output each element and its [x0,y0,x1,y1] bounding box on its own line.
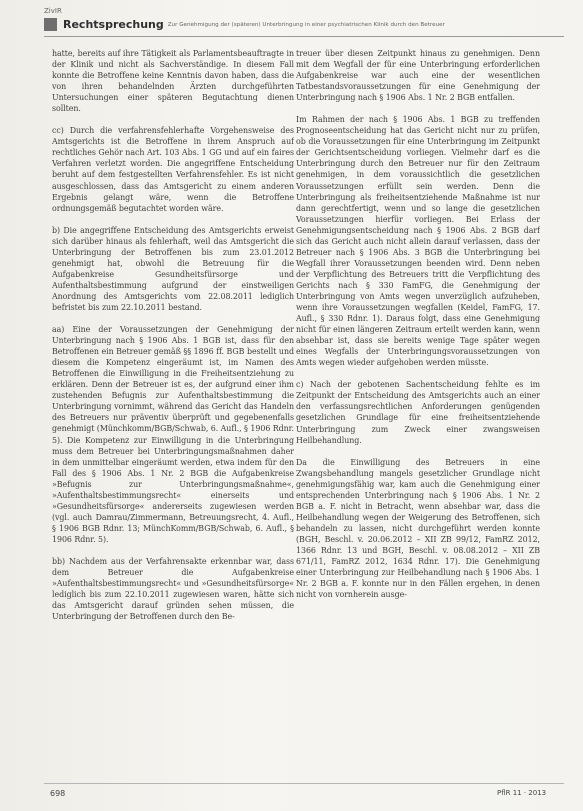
footer-rule [44,783,564,784]
journal-issue: PflR 11 · 2013 [497,789,547,797]
section-tag: ZivIR [44,7,62,15]
paragraph: Da die Einwilligung des Betreuers in eine Zwangsbehandlung mangels gesetzlicher Grundlage nicht genehmigungsfähig war, kam auch die Genehmigung einer entsprechenden Unterbringung nach § 1906 Abs. 1 Nr. 2 BGB a. F. nicht in Betracht, wenn absehbar war, dass die Heilbehandlung wegen der Weigerung des Betroffenen, sich behandeln zu lassen, nicht durchgeführt werden konnte (BGH, Beschl. v. 20.06.2012 – XII ZB 99/12, FamRZ 2012, 1366 Rdnr. 13 und BGH, Beschl. v. 08.08.2012 – XII ZB 671/11, FamRZ 2012, 1634 Rdnr. 17). Die Genehmigung einer Unterbringung zur Heilbehandlung nach § 1906 Abs. 1 Nr. 2 BGB a. F. konnte nur in den Fällen ergehen, in denen nicht von vornherein ausge- [296,457,540,600]
paragraph: c) Nach der gebotenen Sachentscheidung fehlte es im Zeitpunkt der Entscheidung des Amtsgerichts auch an einer den verfassungsrechtlichen Anforderungen genügenden gesetzlichen Grundlage für eine freiheitsentziehende Unterbringung zum Zweck einer zwangsweisen Heilbehandlung. [296,380,540,445]
header-subtitle: Zur Genehmigung der (späteren) Unterbringung in einer psychiatrischen Klinik durch den Betreuer [167,21,445,28]
paragraph: Im Rahmen der nach § 1906 Abs. 1 BGB zu treffenden Prognoseentscheidung hat das Gericht nicht nur zu prüfen, ob die Voraussetzungen für eine Unterbringung im Zeitpunkt der Gerichtsentscheidung vorliegen. Vielmehr darf es die Unterbringung durch den Betreuer nur für den Zeitraum genehmigen, in dem voraussichtlich die gesetzlichen Voraussetzungen erfüllt sein werden. Denn die Unterbringung als freiheitsentziehende Maßnahme ist nur dann gerechtfertigt, wenn und so lange die gesetzlichen Voraussetzungen hierfür vorliegen. Bei Erlass der Genehmigungsentscheidung nach § 1906 Abs. 2 BGB darf sich das Gericht auch nicht allein darauf verlassen, dass der Betreuer nach § 1906 Abs. 3 BGB die Unterbringung bei Wegfall ihrer Voraussetzungen beenden wird. Denn neben der Verpflichtung des Betreuers tritt die Verpflichtung des Gerichts nach § 330 FamFG, die Genehmigung der Unterbringung von Amts wegen unverzüglich aufzuheben, wenn ihre Voraussetzungen wegfallen (Keidel, FamFG, 17. Aufl., § 330 Rdnr. 1). Daraus folgt, dass eine Genehmigung nicht für einen längeren Zeitraum erteilt werden kann, wenn absehbar ist, dass sie bereits wenige Tage später wegen eines Wegfalls der Unterbringungsvoraussetzungen von Amts wegen wieder aufgehoben werden müsste. [296,115,540,368]
paragraph: treuer über diesen Zeitpunkt hinaus zu genehmigen. Denn mit dem Wegfall der für eine Unterbringung erforderlichen Aufgabenkreise war auch eine der wesentlichen Tatbestandsvoraussetzungen für eine Genehmigung der Unterbringung nach § 1906 Abs. 1 Nr. 2 BGB entfallen. [296,49,540,103]
running-header [44,16,564,33]
paragraph: bb) Nachdem aus der Verfahrensakte erkennbar war, dass dem Betreuer die Aufgabenkreise »Aufenthaltsbestimmungsrecht« und »Gesundheitsfürsorge« lediglich bis zum 22.10.2011 zugewiesen waren, hätte sich das Amtsgericht darauf gründen sehen müssen, die Unterbringung der Betroffenen durch den Be- [52,556,294,622]
header-square-icon [44,18,57,31]
left-column [52,48,294,783]
right-column [296,48,540,783]
page-number: 698 [50,789,66,798]
paragraph: aa) Eine der Voraussetzungen der Genehmigung der Unterbringung nach § 1906 Abs. 1 BGB ist, dass für den Betroffenen ein Betreuer gemäß §§ 1896 ff. BGB bestellt und diesem die Kompetenz eingeräumt ist, im Namen des Betroffenen die Einwilligung in die Freiheitsentziehung zu erklären. Denn der Betreuer ist es, der aufgrund einer ihm zustehenden Befugnis zur Aufenthaltsbestimmung die Unterbringung vornimmt, während das Gericht das Handeln des Betreuers nur präventiv überprüft und gegebenenfalls genehmigt (Münchkomm/BGB/Schwab, 6. Aufl., § 1906 Rdnr. 5). Die Kompetenz zur Einwilligung in die Unterbringung muss dem Betreuer bei Unterbringungsmaßnahmen daher in dem unmittelbar eingeräumt werden, etwa indem für den Fall des § 1906 Abs. 1 Nr. 2 BGB die Aufgabenkreise »Befugnis zur Unterbringungsmaßnahme«, »Aufenthaltsbestimmungsrecht« einerseits und »Gesundheitsfürsorge« andererseits zugewiesen werden (vgl. auch Damrau/Zimmermann, Betreuungsrecht, 4. Aufl., § 1906 BGB Rdnr. 13; MünchKomm/BGB/Schwab, 6. Aufl., § 1906 Rdnr. 5). [52,325,294,544]
paragraph: hatte, bereits auf ihre Tätigkeit als Parlamentsbeauftragte in der Klinik und nicht als Sachverständige. In diesem Fall konnte die Betroffene keine Kenntnis davon haben, dass die von ihren behandelnden Ärzten durchgeführten Untersuchungen einer späteren Begutachtung dienen sollten. [52,49,294,114]
header-title: Rechtsprechung [63,18,164,31]
header-rule [44,36,564,37]
paragraph: b) Die angegriffene Entscheidung des Amtsgerichts erweist sich darüber hinaus als fehlerhaft, weil das Amtsgericht die Unterbringung der Betroffenen bis zum 23.01.2012 genehmigt hat, obwohl die Betreuung für die Aufgabenkreise Gesundheitsfürsorge und Aufenthaltsbestimmung aufgrund der einstweiligen Anordnung des Amtsgerichts vom 22.08.2011 lediglich befristet bis zum 22.10.2011 bestand. [52,225,294,312]
paragraph: cc) Durch die verfahrensfehlerhafte Vorgehensweise des Amtsgerichts ist die Betroffene in ihrem Anspruch auf rechtliches Gehör nach Art. 103 Abs. 1 GG und auf ein faires Verfahren verletzt worden. Die angegriffene Entscheidung beruht auf dem festgestellten Verfahrensfehler. Es ist nicht ausgeschlossen, dass das Amtsgericht zu einem anderen Ergebnis gelangt wäre, wenn die Betroffene ordnungsgemäß begutachtet worden wäre. [52,126,294,213]
